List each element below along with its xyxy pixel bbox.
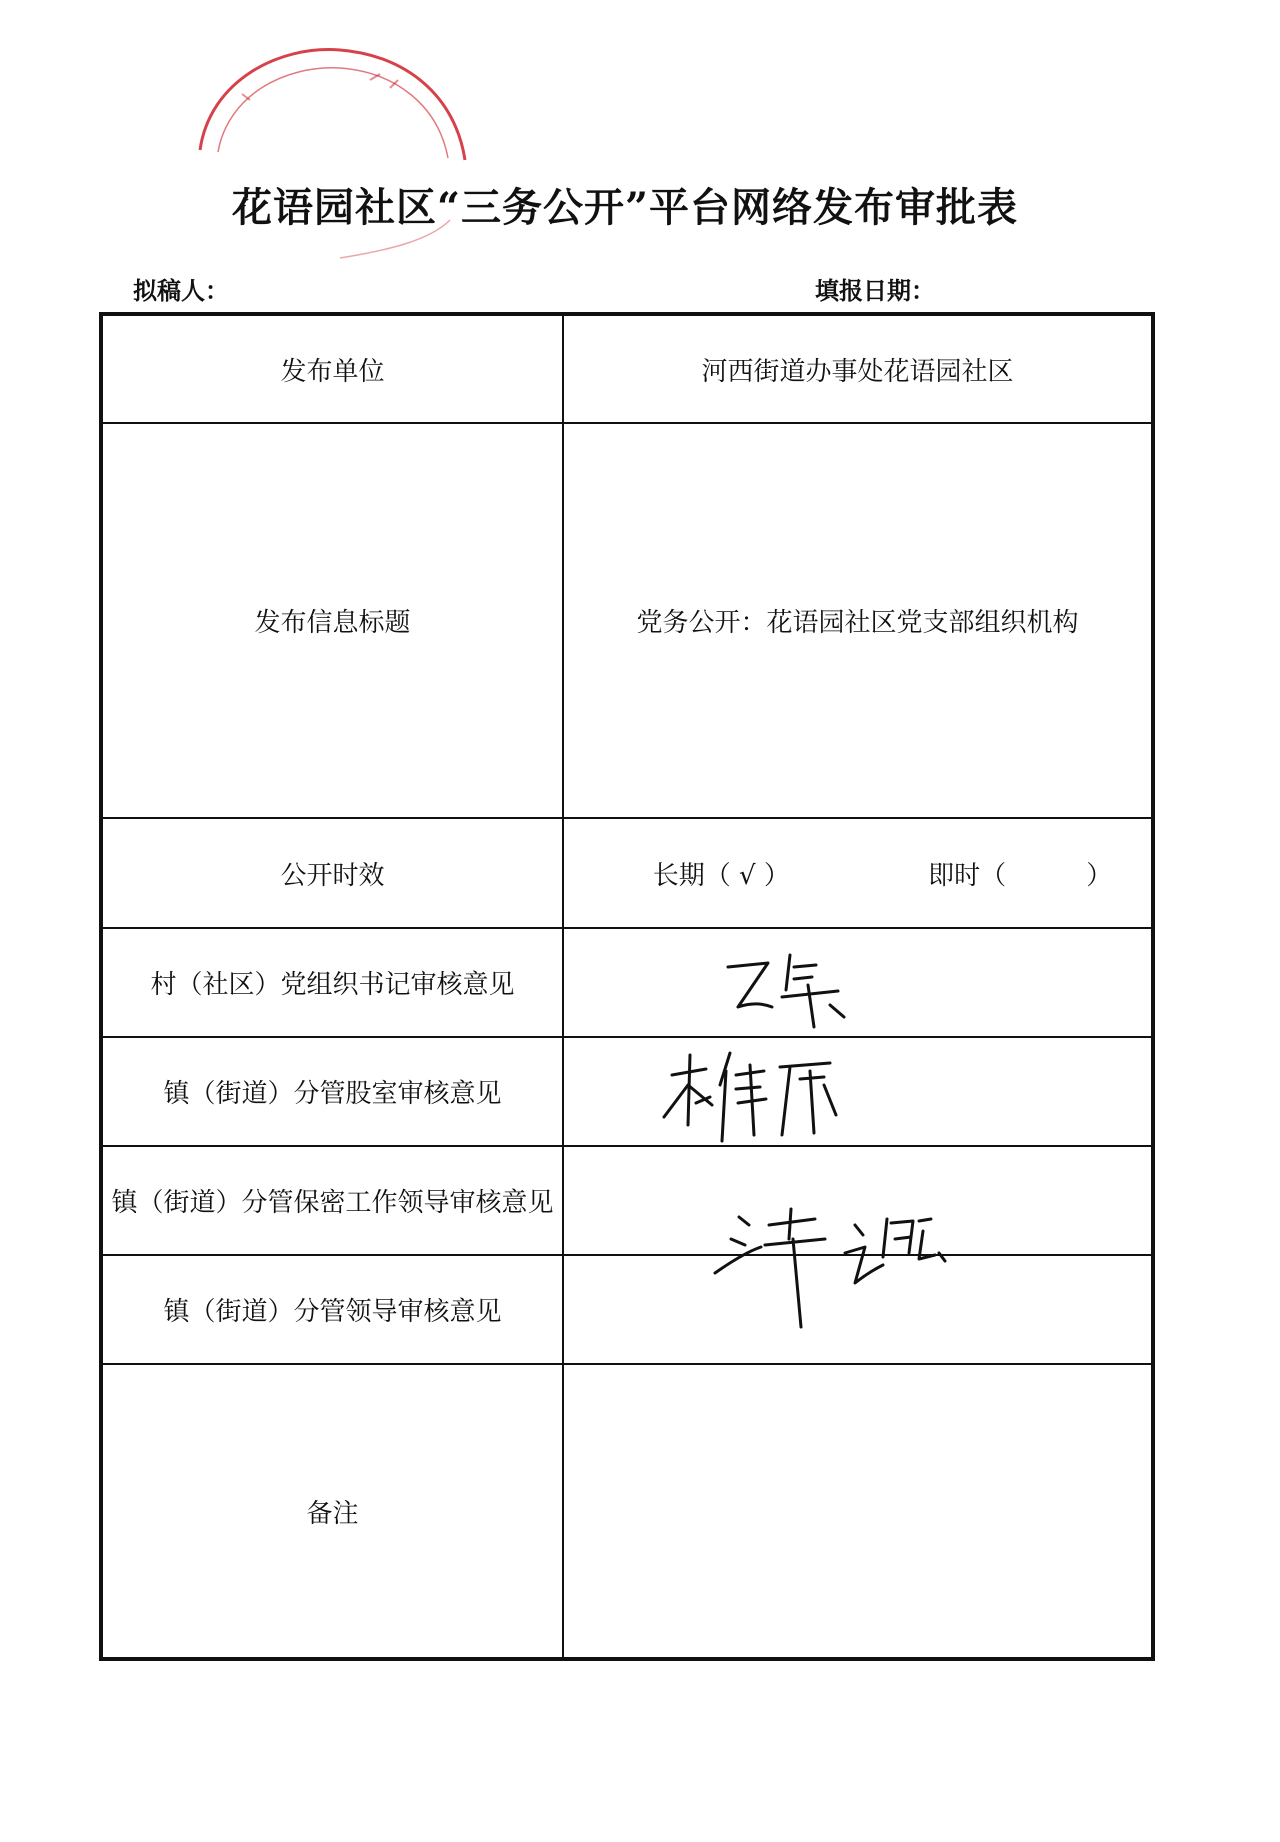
table-row xyxy=(101,1146,1153,1255)
remarks-value xyxy=(563,1364,1153,1659)
info-title-value: 党务公开：花语园社区党支部组织机构 xyxy=(563,423,1153,818)
review-office-label: 镇（街道）分管股室审核意见 xyxy=(101,1037,563,1146)
period-options xyxy=(563,818,1153,928)
period-immediate-option xyxy=(928,861,1112,891)
review-office-value xyxy=(563,1037,1153,1146)
period-immediate-suffix: ） xyxy=(1086,860,1113,891)
approval-form-table xyxy=(99,312,1155,1661)
table-row xyxy=(101,423,1153,818)
review-secrecy-label: 镇（街道）分管保密工作领导审核意见 xyxy=(101,1146,563,1255)
table-row xyxy=(101,314,1153,423)
form-title: 花语园社区“三务公开”平台网络发布审批表 xyxy=(231,184,1018,231)
remarks-label: 备注 xyxy=(101,1364,563,1659)
period-long-option: 长期（ √ ） xyxy=(652,860,790,891)
table-row xyxy=(101,1037,1153,1146)
publisher-value: 河西街道办事处花语园社区 xyxy=(563,314,1153,423)
table-row xyxy=(101,1255,1153,1364)
review-leader-label: 镇（街道）分管领导审核意见 xyxy=(101,1255,563,1364)
table-row xyxy=(101,928,1153,1037)
table-row xyxy=(101,1364,1153,1659)
info-title-label: 发布信息标题 xyxy=(101,423,563,818)
table-row xyxy=(101,818,1153,928)
signature-secretary xyxy=(720,945,860,1035)
drafter-label: 拟稿人： xyxy=(133,277,229,305)
signature-office xyxy=(660,1045,850,1155)
review-secretary-label: 村（社区）党组织书记审核意见 xyxy=(101,928,563,1037)
signature-secrecy-leader xyxy=(705,1195,965,1335)
period-label: 公开时效 xyxy=(101,818,563,928)
fill-date-label: 填报日期： xyxy=(815,277,935,305)
publisher-label: 发布单位 xyxy=(101,314,563,423)
red-seal-stamp xyxy=(190,40,480,270)
period-immediate-prefix: 即时（ xyxy=(928,860,1007,891)
